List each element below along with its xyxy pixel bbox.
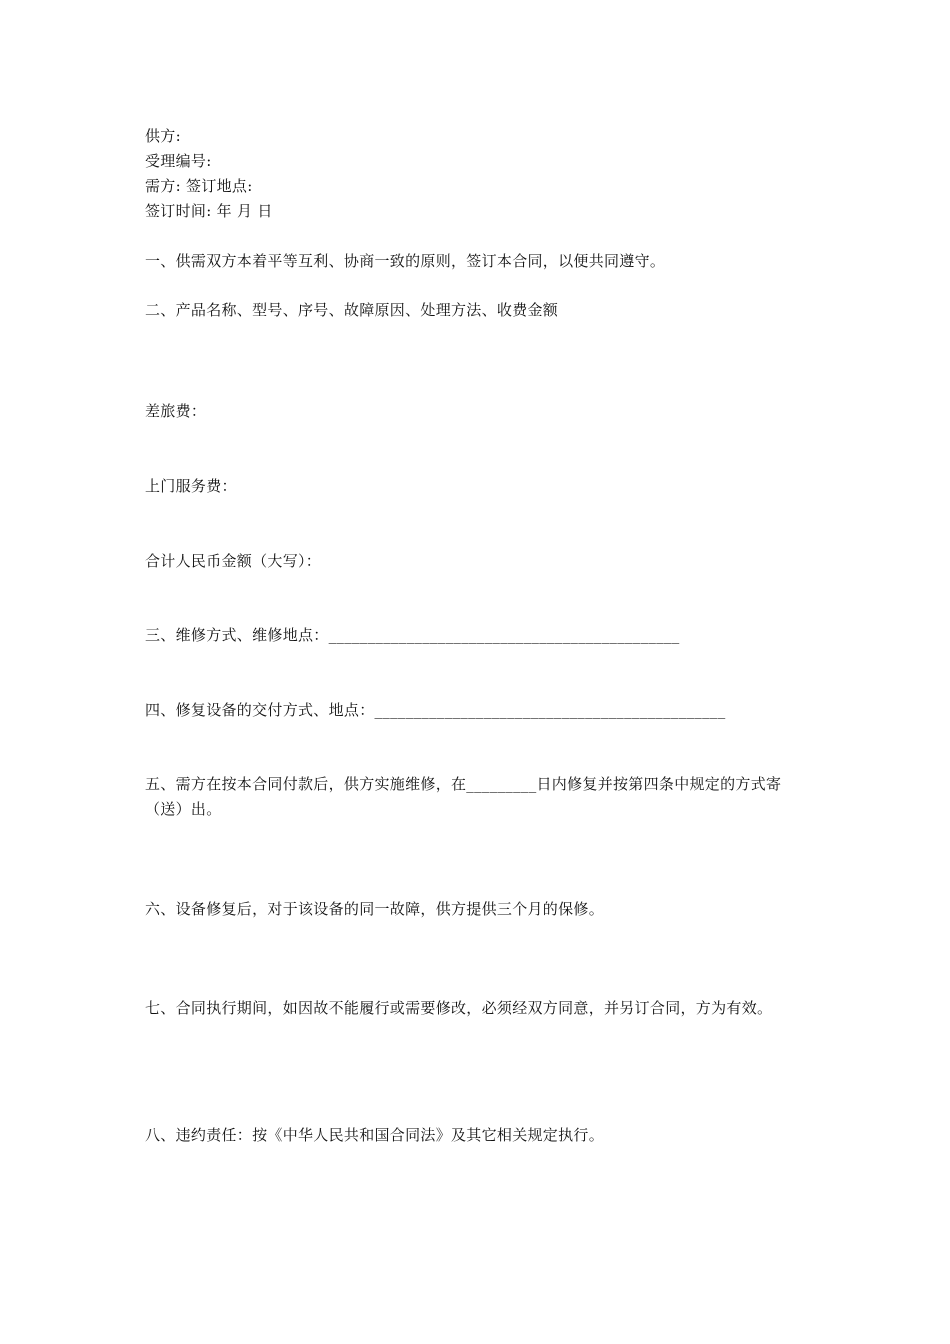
total-rmb-line: 合计人民币金额（大写）：	[145, 552, 322, 570]
clause-1: 一、供需双方本着平等互利、协商一致的原则，签订本合同，以便共同遵守。	[145, 252, 666, 270]
clause-8: 八、违约责任：按《中华人民共和国合同法》及其它相关规定执行。	[145, 1126, 605, 1144]
clause-7: 七、合同执行期间，如因故不能履行或需要修改，必须经双方同意，并另订合同，方为有效。	[145, 999, 773, 1017]
acceptance-number-line: 受理编号:	[145, 152, 212, 170]
clause-2: 二、产品名称、型号、序号、故障原因、处理方法、收费金额	[145, 301, 559, 319]
service-fee-line: 上门服务费：	[145, 477, 237, 495]
clause-6: 六、设备修复后，对于该设备的同一故障，供方提供三个月的保修。	[145, 900, 605, 918]
clause-5: 五、需方在按本合同付款后，供方实施维修，在_________日内修复并按第四条中规定的方式寄（送）出。	[145, 775, 782, 818]
sign-time-line: 签订时间: 年 月 日	[145, 202, 273, 220]
clause-3: 三、维修方式、维修地点：_____________________________________________	[145, 626, 680, 644]
supplier-line: 供方:	[145, 127, 181, 145]
travel-fee-line: 差旅费：	[145, 402, 207, 420]
clause-4: 四、修复设备的交付方式、地点：_____________________________________________	[145, 701, 726, 719]
buyer-and-place-line: 需方: 签订地点:	[145, 177, 253, 195]
